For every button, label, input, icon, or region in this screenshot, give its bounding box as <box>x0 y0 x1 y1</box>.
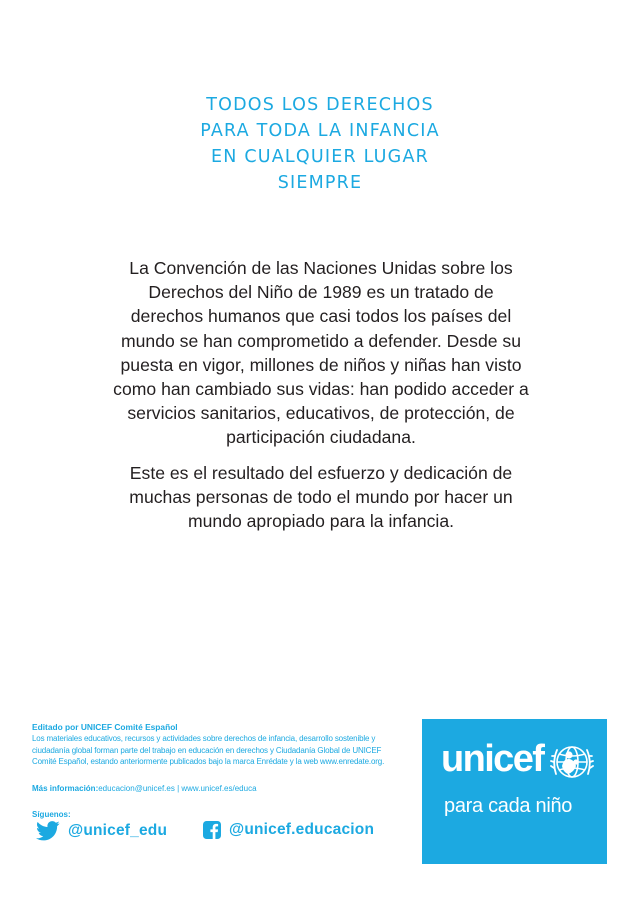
footer-description: Los materiales educativos, recursos y actividades sobre derechos de infancia, desarrollo sostenible y ciudadanía global forman parte del trabajo en educación en derechos y Ciudadanía Global de UNICEF Comité Español, estando anteriormente publicados bajo la marca Enrédate y la web www.enredate.org. <box>32 734 385 767</box>
slogan-line: PARA TODA LA INFANCIA <box>200 121 440 141</box>
unicef-emblem-icon <box>550 740 594 784</box>
facebook-handle[interactable]: @unicef.educacion <box>229 821 375 838</box>
slogan-line: EN CUALQUIER LUGAR <box>211 147 429 167</box>
logo-tagline: para cada niño <box>444 795 573 817</box>
intro-paragraph: La Convención de las Naciones Unidas sobre los Derechos del Niño de 1989 es un tratado de derechos humanos que casi todos los países del mundo se han comprometido a defender. Desde su puesta en vigor, millones de niños y niñas han visto como han cambiado sus vidas: han podido acceder a servicios sanitarios, educativos, de protección, de participación ciudadana. <box>113 258 529 448</box>
footer-credits <box>32 722 404 820</box>
slogan-line: SIEMPRE <box>277 173 363 193</box>
closing-paragraph: Este es el resultado del esfuerzo y dedicación de muchas personas de todo el mundo por hacer un mundo apropiado para la infancia. <box>129 463 513 532</box>
twitter-handle[interactable]: @unicef_edu <box>68 822 168 839</box>
slogan-line: TODOS LOS DERECHOS <box>206 95 434 115</box>
editado-label: Editado por UNICEF Comité Español <box>32 722 178 732</box>
more-info-value[interactable]: educacion@unicef.es | www.unicef.es/educa <box>98 783 257 793</box>
more-info-label: Más información: <box>32 783 99 793</box>
twitter-link[interactable] <box>36 821 167 841</box>
facebook-icon <box>203 821 221 839</box>
twitter-bird-icon <box>36 821 60 841</box>
more-info <box>32 783 404 794</box>
slogan-heading <box>165 92 475 196</box>
logo-wordmark: unicef <box>441 738 544 780</box>
unicef-logo <box>422 719 607 864</box>
facebook-link[interactable] <box>203 821 374 839</box>
follow-us-label: Síguenos: <box>32 810 71 820</box>
